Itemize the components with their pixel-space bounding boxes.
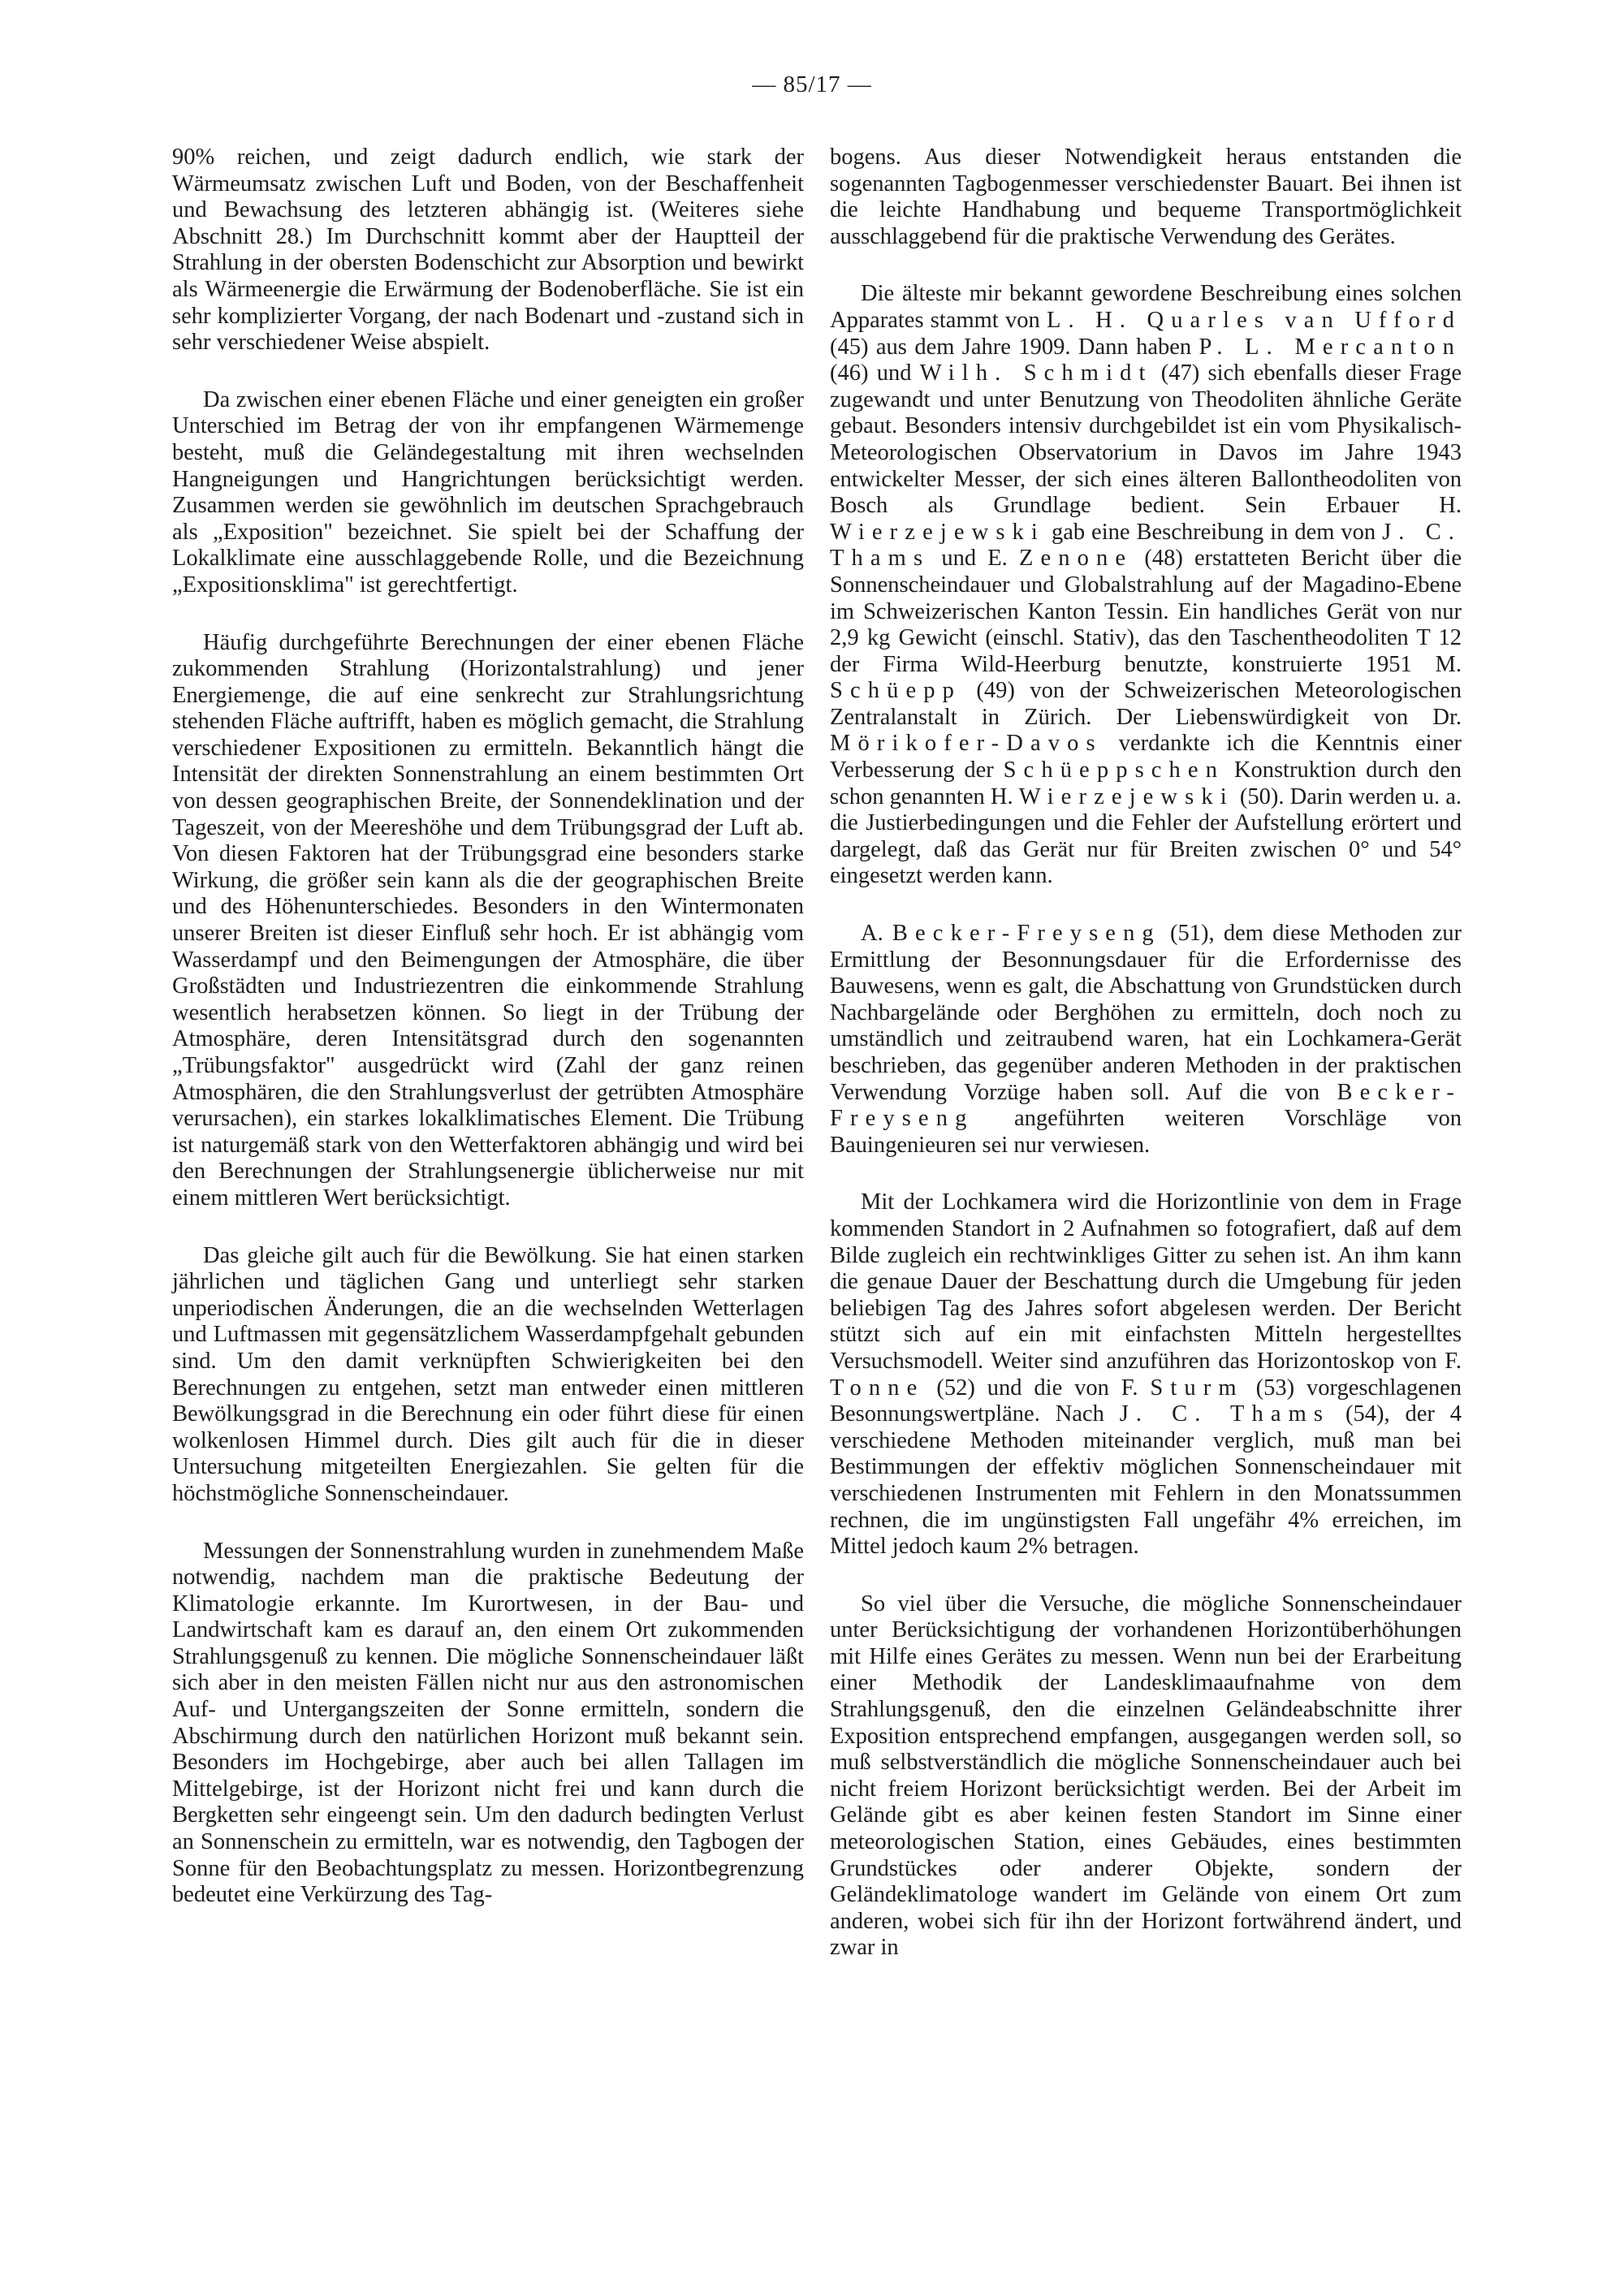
text-run: und E. [930,546,1019,572]
text-run: (46) und [830,360,920,386]
right-column [830,145,1462,1962]
author-name: Schüepp [830,678,961,704]
paragraph: Häufig durchgeführte Berechnungen der einer ebenen Fläche zukommenden Strahlung (Horizontalstrahlung) und jener Energiemenge, die auf eine senkrecht zur Strahlungsrichtung stehenden Fläche auftrifft, haben es möglich gemacht, die Strahlung verschiedener Expositionen zu ermitteln. Bekanntlich hängt die Intensität der direkten Sonnenstrahlung an einem bestimmten Ort von dessen geographischen Breite, der Sonnendeklination und der Tageszeit, von der Meereshöhe und dem Trübungsgrad der Luft ab. Von diesen Faktoren hat der Trübungsgrad eine besonders starke Wirkung, die größer sein kann als die der geographischen Breite und des Höhenunterschiedes. Besonders in den Wintermonaten unserer Breiten ist dieser Einfluß sehr hoch. Er ist abhängig vom Wasserdampf und den Beimengungen der Atmosphäre, die über Großstädten und Industriezentren die einkommende Strahlung wesentlich herabsetzen können. So liegt in der Trübung der Atmosphäre, deren Intensitätsgrad durch den sogenannten „Trübungsfaktor" ausgedrückt wird (Zahl der ganz reinen Atmosphären, die den Strahlungsverlust der getrübten Atmosphäre verursachen), ein starkes lokalklimatisches Element. Die Trübung ist naturgemäß stark von den Wetterfaktoren abhängig und wird bei den Berechnungen der Strahlungsenergie üblicherweise nur mit einem mittleren Wert berücksichtigt. [172,629,804,1211]
author-name: Wierzejewski [1018,783,1234,809]
paragraph: Das gleiche gilt auch für die Bewölkung. Sie hat einen starken jährlichen und täglichen Gang und unterliegt sehr starken unperiodischen Änderungen, die an die wechselnden Wetterlagen und Luftmassen mit gegensätzlichem Wasserdampfgehalt gebunden sind. Um den damit verknüpften Schwierigkeiten bei den Berechnungen zu entgehen, setzt man entweder einen mittleren Bewölkungsgrad in die Berechnung ein oder führt diese für einen wolkenlosen Himmel durch. Dies gilt auch für die in dieser Untersuchung mitgeteilten Energiezahlen. Sie gelten für die höchstmögliche Sonnenscheindauer. [172,1242,804,1506]
author-name: J. C. Thams [830,519,1462,572]
text-run: (53) vorgeschlagenen Besonnungswertpläne. Nach [830,1375,1462,1427]
text-run: (52) und die von F. [924,1375,1151,1401]
paragraph: Da zwischen einer ebenen Fläche und einer geneigten ein großer Unterschied im Betrag der von ihr empfangenen Wärmemenge besteht, muß die Geländegestaltung mit ihren wechselnden Hangneigungen und Hangrichtungen berücksichtigt werden. Zusammen werden sie gewöhnlich im deutschen Sprachgebrauch als „Exposition" bezeichnet. Sie spielt bei der Schaffung der Lokalklimate eine ausschlaggebende Rolle, und die Bezeichnung „Expositionsklima" ist gerechtfertigt. [172,386,804,598]
text-run: A. [861,921,892,947]
page-number: — 85/17 — [752,71,872,97]
text-run: (51), dem diese Methoden zur Ermittlung der Besonnungsdauer für die Erfordernisse des Bauwesens, wenn es galt, die Abschattung von Grundstücken durch Nachbargelände oder Berghöhen zu ermitteln, doch noch zu umständlich und zeitraubend waren, hat ein Lochkamera-Gerät beschrieben, das gegenüber anderen Methoden in der praktischen Verwendung Vorzüge haben soll. Auf die von [830,921,1462,1105]
paragraph [830,1189,1462,1560]
author-name: Sturm [1150,1375,1244,1401]
author-name: Becker-Freyseng [892,921,1161,947]
text-run: (45) aus dem Jahre 1909. Dann haben [830,334,1199,360]
author-name: Wierzejewski [830,519,1045,545]
author-name: Zenone [1018,546,1134,572]
text-run: Die älteste mir bekannt gewordene Beschreibung eines solchen Apparates stammt von [830,281,1462,333]
text-run: angeführten weiteren Vorschläge von Bauingenieuren sei nur verwiesen. [830,1106,1462,1158]
text-run: Konstruktion durch den schon genannten H. [830,758,1462,809]
author-name: Becker-Freyseng [830,1079,1462,1132]
paragraph: 90% reichen, und zeigt dadurch endlich, wie stark der Wärmeumsatz zwischen Luft und Boden, von der Beschaffenheit und Bewachsung des letzteren abhängig ist. (Weiteres siehe Abschnitt 28.) Im Durchschnitt kommt aber der Hauptteil der Strahlung in der obersten Bodenschicht zur Absorption und bewirkt als Wärmeenergie die Erwärmung der Bodenoberfläche. Sie ist ein sehr komplizierter Vorgang, der nach Bodenart und -zustand sich in sehr verschiedener Weise abspielt. [172,145,804,356]
text-run: gab eine Beschreibung in dem von [1044,519,1383,545]
text-run: (48) erstatteten Bericht über die Sonnenscheindauer und Globalstrahlung auf der Magadino-Ebene im Schweizerischen Kanton Tessin. Ein handliches Gerät von nur 2,9 kg Gewicht (einschl. Stativ), das den Taschentheodoliten T 12 der Firma Wild-Heerburg benutzte, konstruierte 1951 M. [830,546,1462,677]
text-run: (49) von der Schweizerischen Meteorologischen Zentralanstalt in Zürich. Der Liebenswürdigkeit von Dr. [830,678,1462,730]
author-name: P. L. Mercanton [1199,334,1462,360]
paragraph: Messungen der Sonnenstrahlung wurden in zunehmendem Maße notwendig, nachdem man die praktische Bedeutung der Klimatologie erkannte. Im Kurortwesen, in der Bau- und Landwirtschaft kam es darauf an, den einem Ort zukommenden Strahlungsgenuß zu kennen. Die mögliche Sonnenscheindauer läßt sich aber in den meisten Fällen nicht nur aus den astronomischen Auf- und Untergangszeiten der Sonne ermitteln, sondern die Abschirmung durch den natürlichen Horizont muß bekannt sein. Besonders im Hochgebirge, aber auch bei allen Tallagen im Mittelgebirge, ist der Horizont nicht frei und kann durch die Bergketten sehr eingeengt sein. Um den dadurch bedingten Verlust an Sonnenschein zu ermitteln, war es notwendig, den Tagbogen der Sonne für den Beobachtungsplatz zu messen. Horizontbegrenzung bedeutet eine Verkürzung des Tag- [172,1538,804,1908]
text-run: (47) sich ebenfalls dieser Frage zugewandt und unter Benutzung von Theodoliten ähnliche Geräte gebaut. Besonders intensiv durchgebildet ist ein vom Physikalisch-Meteorologischen Observatorium in Davos im Jahre 1943 entwickelter Messer, der sich eines älteren Ballontheodoliten von Bosch als Grundlage bedient. Sein Erbauer H. [830,360,1462,519]
text-run: verdankte ich die Kenntnis einer Verbesserung der [830,731,1462,783]
author-name: Wilh. Schmidt [919,360,1153,386]
author-name: Tonne [830,1375,925,1401]
paragraph [830,921,1462,1159]
paragraph [830,281,1462,890]
author-name: Mörikofer-Davos [830,731,1103,757]
author-name: L. H. Quarles van Ufford [1047,307,1462,333]
text-run: (50). Darin werden u. a. die Justierbedingungen und die Fehler der Aufstellung erörtert und dargelegt, daß das Gerät nur für Breiten zwischen 0° und 54° eingesetzt werden kann. [830,783,1462,889]
paragraph: bogens. Aus dieser Notwendigkeit heraus entstanden die sogenannten Tagbogenmesser verschiedenster Bauart. Bei ihnen ist die leichte Handhabung und bequeme Transportmöglichkeit ausschlaggebend für die praktische Verwendung des Gerätes. [830,145,1462,249]
author-name: Schüeppschen [1003,758,1225,783]
left-column [172,145,804,1909]
paragraph: So viel über die Versuche, die mögliche Sonnenscheindauer unter Berücksichtigung der vorhandenen Horizontüberhöhungen mit Hilfe eines Gerätes zu messen. Wenn nun bei der Erarbeitung einer Methodik der Landesklimaaufnahme von dem Strahlungsgenuß, den die einzelnen Geländeabschnitte ihrer Exposition entsprechend empfangen, ausgegangen werden soll, so muß selbstverständlich die mögliche Sonnenscheindauer auch bei nicht freiem Horizont berücksichtigt werden. Bei der Arbeit im Gelände gibt es aber keinen festen Standort im Sinne einer meteorologischen Station, eines Gebäudes, eines bestimmten Grundstückes oder anderer Objekte, sondern der Geländeklimatologe wandert im Gelände von einem Ort zum anderen, wobei sich für ihn der Horizont fortwährend ändert, und zwar in [830,1591,1462,1961]
text-run: (54), der 4 verschiedene Methoden miteinander verglich, muß man bei Bestimmungen der effektiv möglichen Sonnenscheindauer mit verschiedenen Instrumenten mit Fehlern in den Monatssummen rechnen, die im ungünstigsten Fall ungefähr 4% erreichen, im Mittel jedoch kaum 2% betragen. [830,1401,1462,1560]
text-run: Mit der Lochkamera wird die Horizontlinie von dem in Frage kommenden Standort in 2 Aufnahmen so fotografiert, daß auf dem Bilde zugleich ein rechtwinkliges Gitter zu sehen ist. An ihm kann die genaue Dauer der Beschattung durch die Umgebung für jeden beliebigen Tag des Jahres sofort abgelesen werden. Der Bericht stützt sich auf ein mit einfachsten Mitteln hergestelltes Versuchsmodell. Weiter sind anzuführen das Horizontoskop von F. [830,1189,1462,1374]
author-name: J. C. Thams [1119,1401,1331,1427]
